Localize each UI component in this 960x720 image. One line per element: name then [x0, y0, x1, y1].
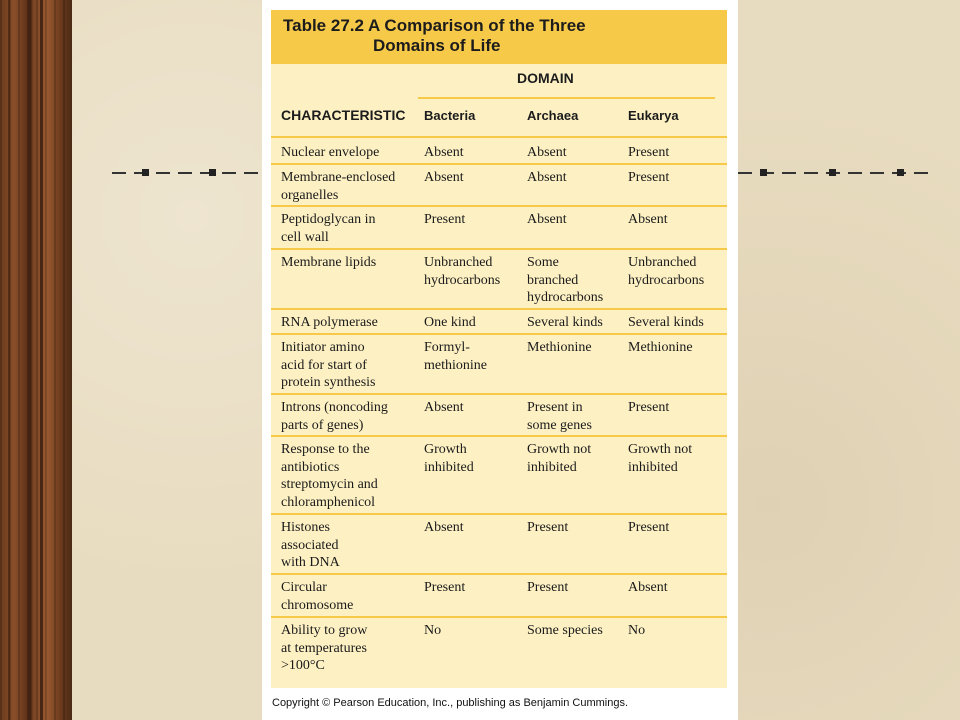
eukarya-cell: Absent — [628, 212, 668, 227]
domain-underline — [418, 97, 715, 99]
eukarya-cell: No — [628, 623, 646, 638]
characteristic-cell: Response to the antibiotics streptomycin and chloramphenicol — [281, 442, 378, 510]
eukarya-cell: Present — [628, 170, 670, 185]
archaea-cell: Absent — [527, 212, 567, 227]
bacteria-cell: Growth inhibited — [424, 442, 474, 475]
bacteria-cell: No — [424, 623, 442, 638]
copyright-notice: Copyright © Pearson Education, Inc., publishing as Benjamin Cummings. — [272, 697, 629, 709]
characteristic-cell: Ability to grow at temperatures >100°C — [281, 623, 368, 673]
archaea-cell: Growth not inhibited — [527, 442, 592, 475]
wood-grain — [8, 0, 10, 720]
bacteria-cell: One kind — [424, 315, 476, 330]
archaea-cell: Absent — [527, 145, 567, 160]
table-row — [271, 250, 727, 310]
archaea-cell: Some species — [527, 623, 603, 638]
bacteria-header: Bacteria — [424, 108, 476, 123]
characteristic-cell: RNA polymerase — [281, 315, 378, 330]
table-row — [271, 437, 727, 515]
bacteria-cell: Absent — [424, 520, 464, 535]
bacteria-cell: Present — [424, 580, 466, 595]
table-row — [271, 310, 727, 335]
characteristic-cell: Membrane lipids — [281, 255, 377, 270]
eukarya-header: Eukarya — [628, 108, 679, 123]
characteristic-header: CHARACTERISTIC — [281, 107, 406, 123]
decorative-dot — [209, 169, 216, 176]
bacteria-cell: Present — [424, 212, 466, 227]
characteristic-cell: Introns (noncoding parts of genes) — [281, 400, 388, 433]
eukarya-cell: Absent — [628, 580, 668, 595]
table-row — [271, 335, 727, 395]
bacteria-cell: Absent — [424, 145, 464, 160]
characteristic-cell: Nuclear envelope — [281, 145, 380, 160]
wood-grain — [40, 0, 43, 720]
archaea-header: Archaea — [527, 108, 579, 123]
eukarya-cell: Several kinds — [628, 315, 704, 330]
header-divider — [271, 136, 727, 138]
table-row — [271, 618, 727, 688]
bacteria-cell: Formyl- methionine — [424, 340, 487, 373]
archaea-cell: Several kinds — [527, 315, 603, 330]
archaea-cell: Present — [527, 580, 569, 595]
decorative-dot — [142, 169, 149, 176]
table-row — [271, 165, 727, 207]
archaea-cell: Present — [527, 520, 569, 535]
table-row — [271, 575, 727, 618]
eukarya-cell: Present — [628, 400, 670, 415]
decorative-dot — [829, 169, 836, 176]
eukarya-cell: Unbranched hydrocarbons — [628, 255, 705, 288]
table-row — [271, 515, 727, 575]
eukarya-cell: Present — [628, 145, 670, 160]
characteristic-cell: Circular chromosome — [281, 580, 354, 613]
decorative-rule-left — [112, 172, 260, 174]
characteristic-cell: Histones associated with DNA — [281, 520, 340, 570]
domain-header: DOMAIN — [517, 70, 574, 86]
eukarya-cell: Growth not inhibited — [628, 442, 693, 475]
wood-border — [0, 0, 72, 720]
archaea-cell: Methionine — [527, 340, 592, 355]
table-title-band — [271, 10, 727, 64]
archaea-cell: Absent — [527, 170, 567, 185]
decorative-dot — [760, 169, 767, 176]
table-title-line1: Table 27.2 A Comparison of the Three — [283, 16, 586, 35]
table-row — [271, 207, 727, 250]
table-row — [271, 140, 727, 165]
eukarya-cell: Methionine — [628, 340, 693, 355]
bacteria-cell: Absent — [424, 170, 464, 185]
decorative-dot — [897, 169, 904, 176]
characteristic-cell: Membrane-enclosed organelles — [281, 170, 396, 203]
table-row — [271, 395, 727, 437]
characteristic-cell: Initiator amino acid for start of protein synthesis — [281, 340, 376, 390]
eukarya-cell: Present — [628, 520, 670, 535]
archaea-cell: Present in some genes — [527, 400, 592, 433]
archaea-cell: Some branched hydrocarbons — [527, 255, 604, 305]
table-title-line2: Domains of Life — [373, 36, 501, 55]
characteristic-cell: Peptidoglycan in cell wall — [281, 212, 376, 245]
bacteria-cell: Absent — [424, 400, 464, 415]
bacteria-cell: Unbranched hydrocarbons — [424, 255, 501, 288]
